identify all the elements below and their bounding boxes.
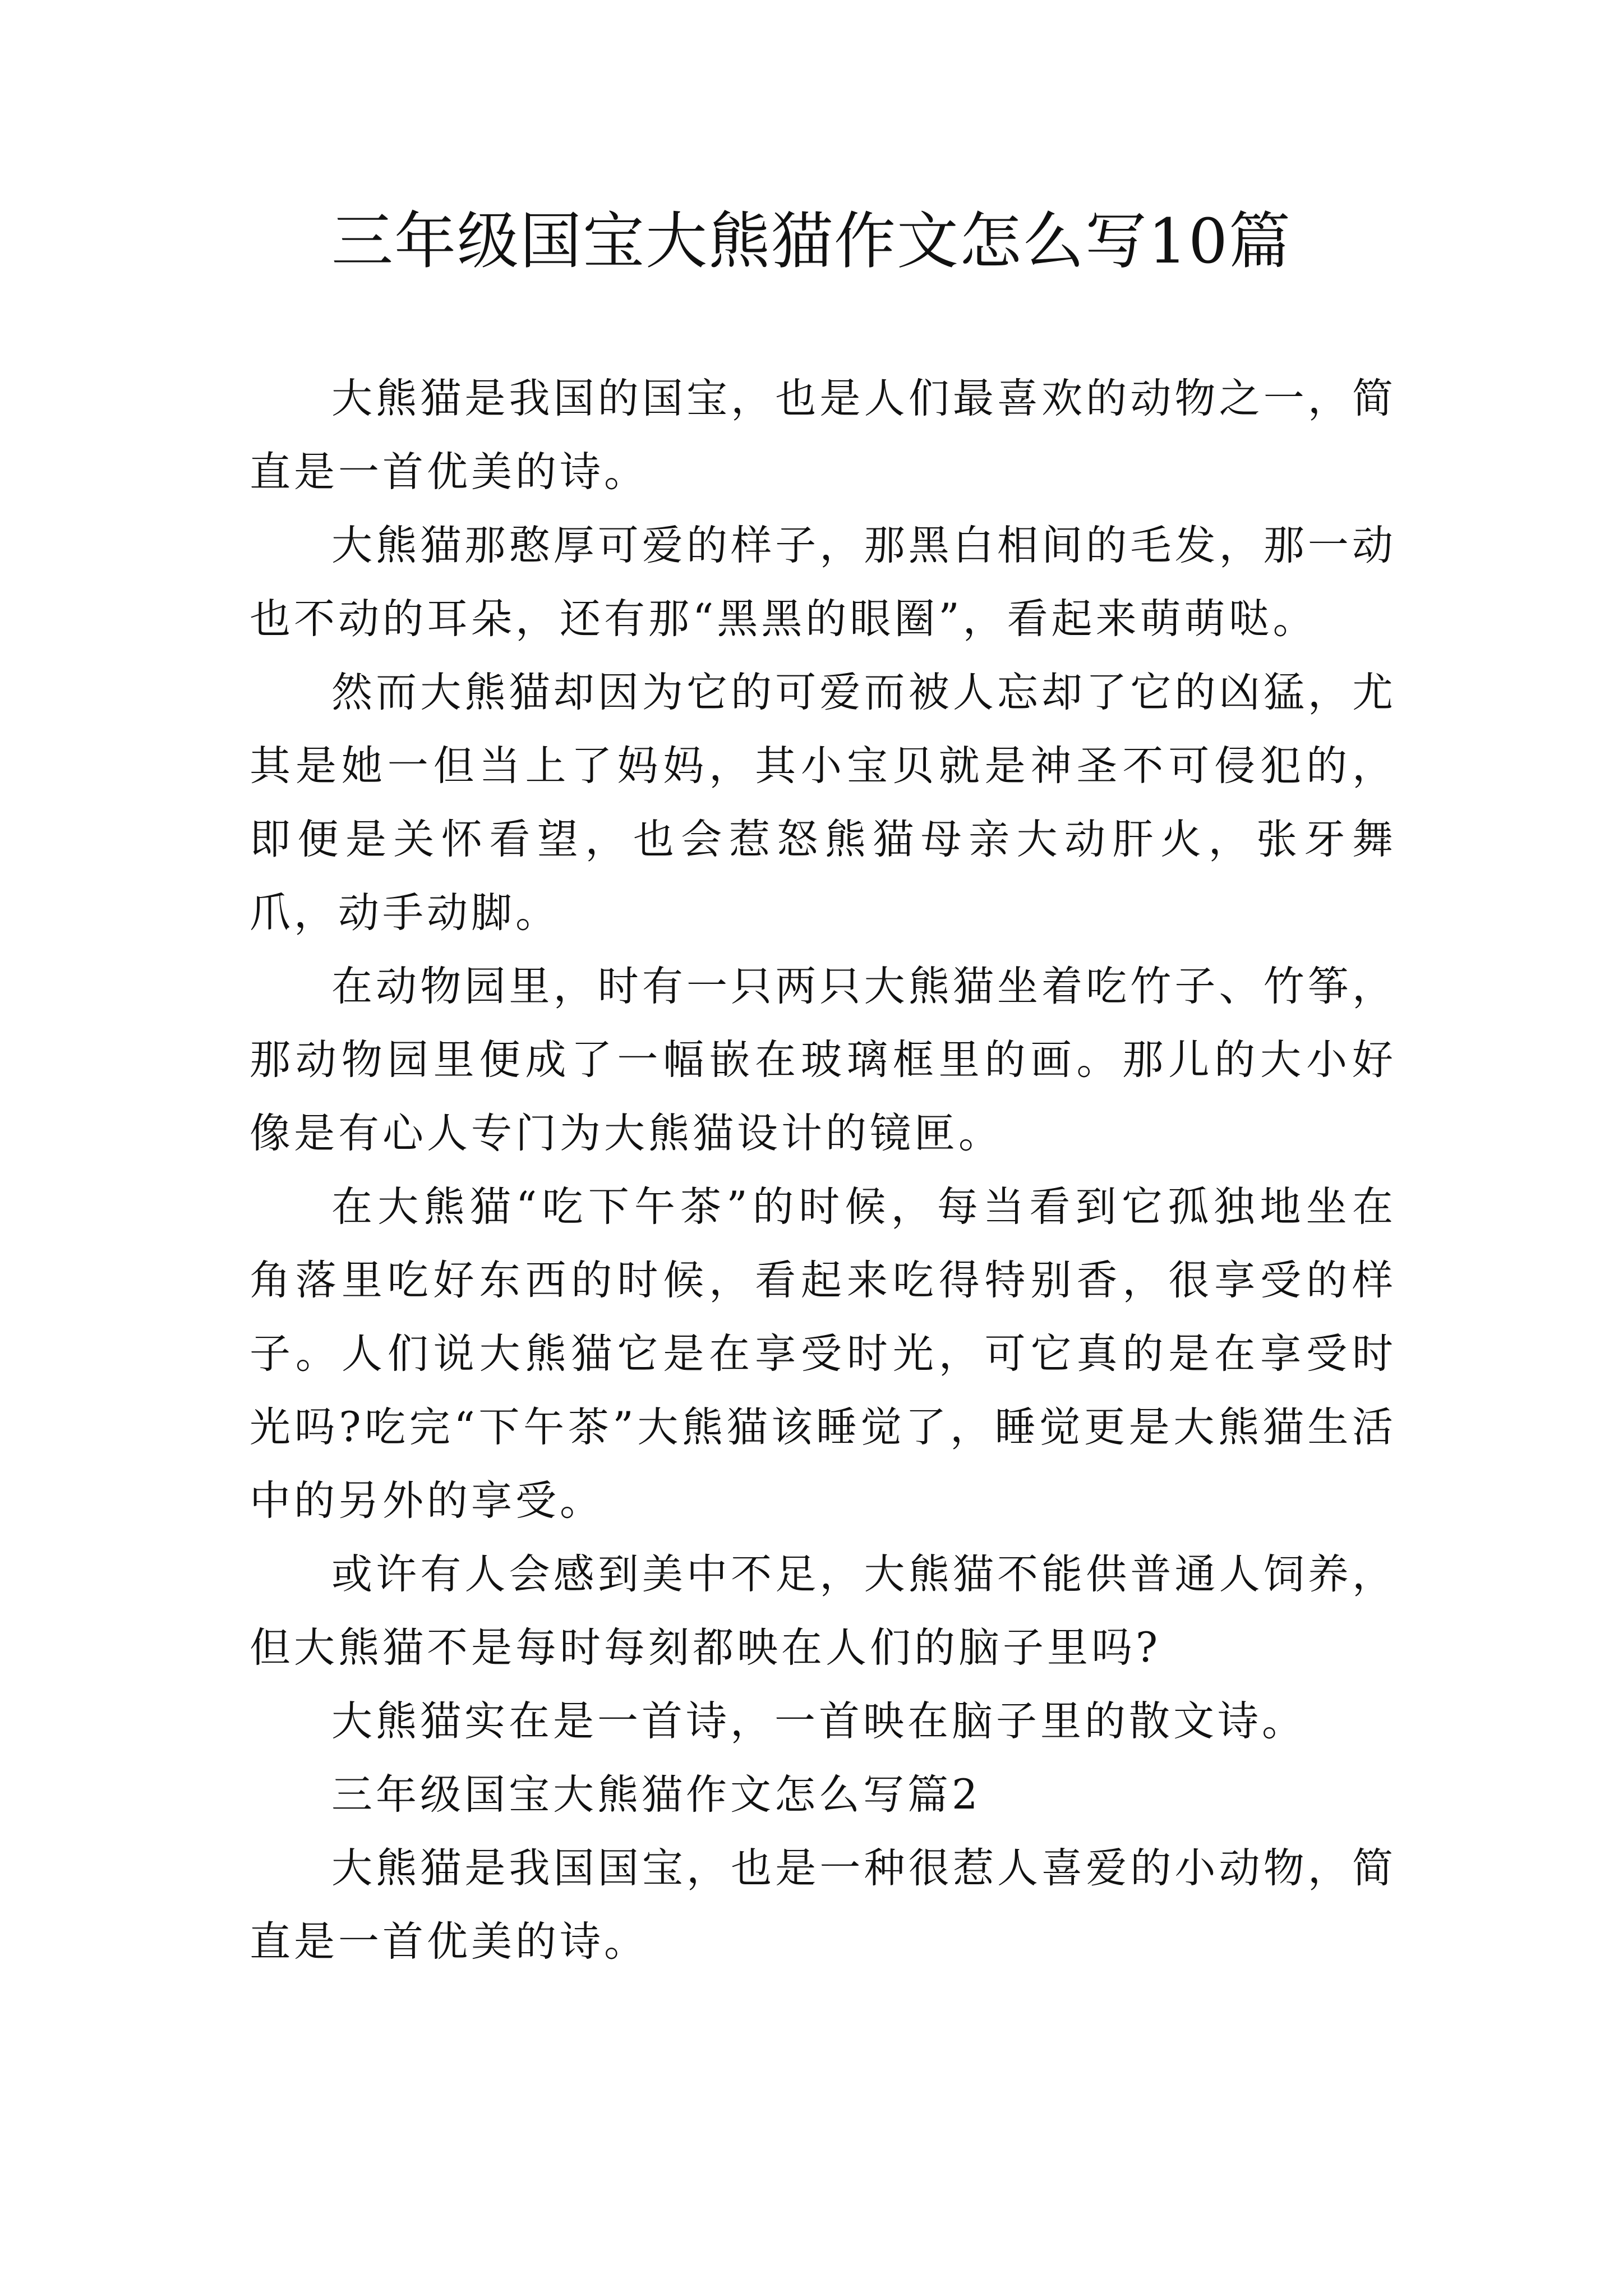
document-body — [250, 362, 1396, 1978]
paragraph-1: 大熊猫是我国的国宝，也是人们最喜欢的动物之一，简直是一首优美的诗。 — [250, 375, 1396, 496]
paragraph-3: 然而大熊猫却因为它的可爱而被人忘却了它的凶猛，尤其是她一但当上了妈妈，其小宝贝就是神圣不可侵犯的，即便是关怀看望，也会惹怒熊猫母亲大动肝火，张牙舞爪，动手动脚。 — [250, 669, 1396, 937]
paragraph-8: 大熊猫是我国国宝，也是一种很惹人喜爱的小动物，简直是一首优美的诗。 — [250, 1844, 1396, 1966]
paragraph-2: 大熊猫那憨厚可爱的样子，那黑白相间的毛发，那一动也不动的耳朵，还有那“黑黑的眼圈”，看起来萌萌哒。 — [250, 522, 1396, 643]
document-title: 三年级国宝大熊猫作文怎么写10篇 — [331, 205, 1292, 277]
paragraph-6: 或许有人会感到美中不足，大熊猫不能供普通人饲养，但大熊猫不是每时每刻都映在人们的脑子里吗? — [250, 1550, 1396, 1672]
section-heading-2: 三年级国宝大熊猫作文怎么写篇2 — [331, 1771, 981, 1819]
paragraph-7: 大熊猫实在是一首诗，一首映在脑子里的散文诗。 — [331, 1697, 1306, 1745]
paragraph-5: 在大熊猫“吃下午茶”的时候，每当看到它孤独地坐在角落里吃好东西的时候，看起来吃得特别香，很享受的样子。人们说大熊猫它是在享受时光，可它真的是在享受时光吗?吃完“下午茶”大熊猫该睡觉了，睡觉更是大熊猫生活中的另外的享受。 — [250, 1183, 1396, 1525]
paragraph-4: 在动物园里，时有一只两只大熊猫坐着吃竹子、竹筝，那动物园里便成了一幅嵌在玻璃框里的画。那儿的大小好像是有心人专门为大熊猫设计的镜匣。 — [250, 963, 1396, 1157]
